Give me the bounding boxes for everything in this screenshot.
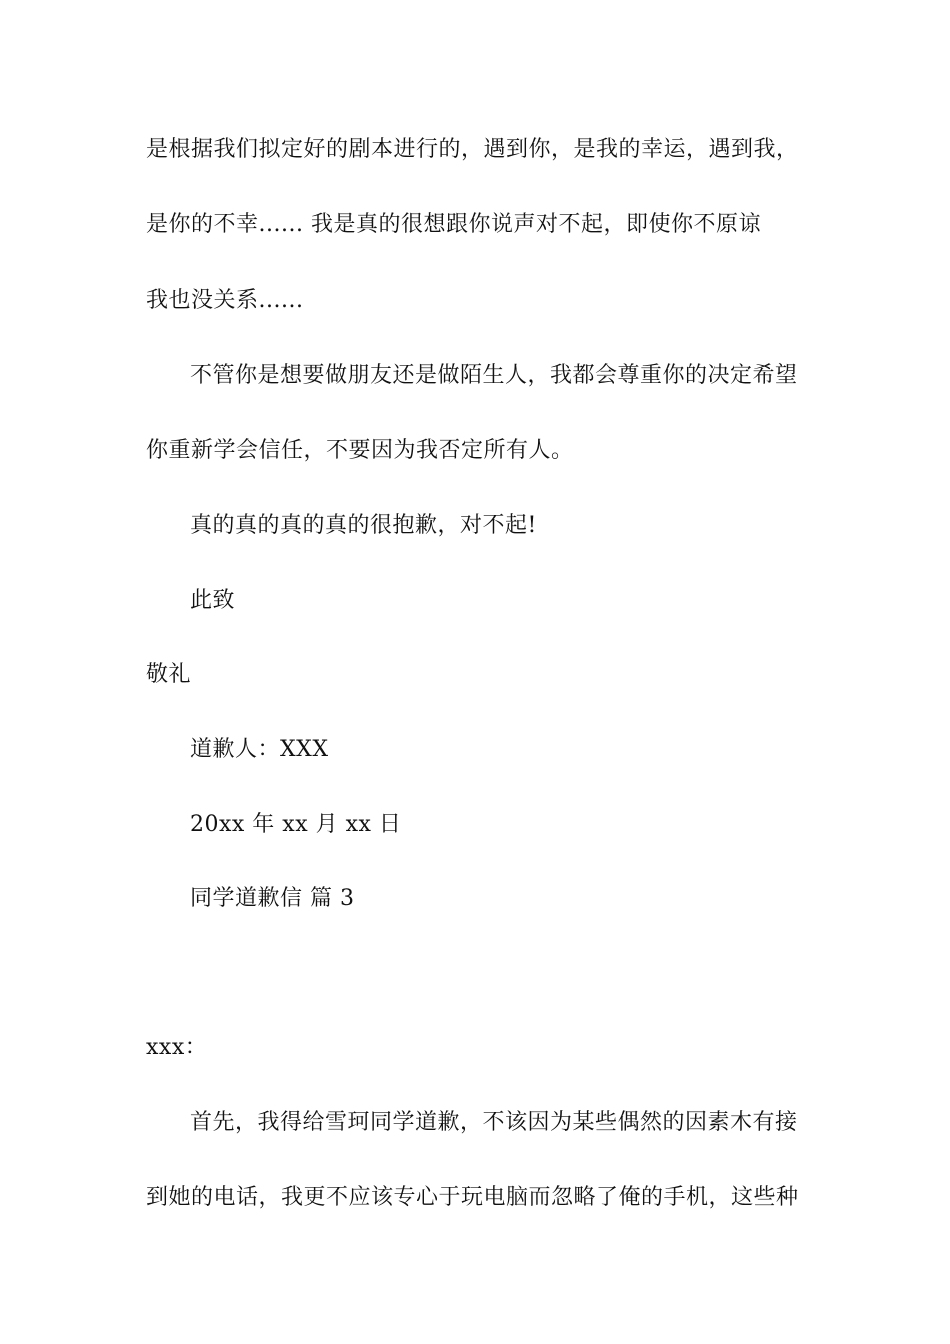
paragraph-line: 到她的电话，我更不应该专心于玩电脑而忽略了俺的手机，这些种 — [146, 1185, 799, 1210]
signature-line: 道歉人：XXX — [190, 737, 329, 762]
date-line: 20xx 年 xx 月 xx 日 — [190, 812, 402, 837]
recipient-line: xxx： — [146, 1035, 208, 1060]
paragraph-line: 首先，我得给雪珂同学道歉，不该因为某些偶然的因素木有接 — [190, 1110, 798, 1135]
paragraph-line: 你重新学会信任，不要因为我否定所有人。 — [146, 438, 574, 463]
paragraph-line: 不管你是想要做朋友还是做陌生人，我都会尊重你的决定希望 — [190, 363, 798, 388]
paragraph-line: 是根据我们拟定好的剧本进行的，遇到你，是我的幸运，遇到我， — [146, 137, 799, 162]
paragraph-line: 是你的不幸...... 我是真的很想跟你说声对不起，即使你不原谅 — [146, 212, 761, 237]
closing-salutation: 此致 — [190, 588, 236, 613]
apology-line: 真的真的真的真的很抱歉，对不起! — [190, 513, 537, 538]
section-heading: 同学道歉信 篇 3 — [190, 886, 355, 911]
closing-regards: 敬礼 — [146, 662, 192, 687]
paragraph-line: 我也没关系...... — [146, 288, 304, 313]
